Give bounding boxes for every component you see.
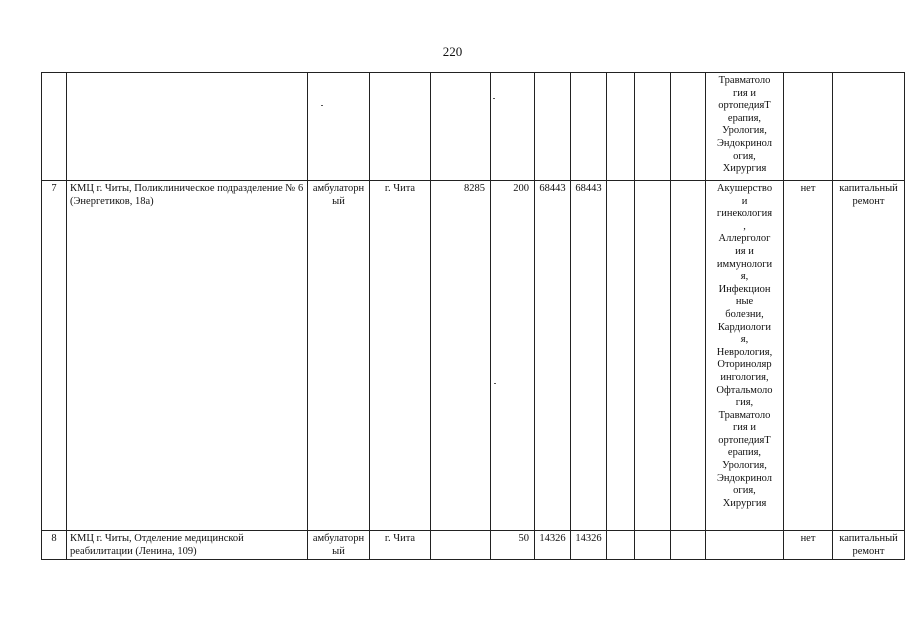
specialty-line: Инфекцион [718,283,771,295]
specialty-line: гинекология [716,208,773,220]
cell-care-type: амбулаторный [308,531,370,560]
cell-col-9 [607,181,635,531]
specialty-line: ерапия, [727,447,762,459]
cell-amount-2: 14326 [571,531,607,560]
cell-specialties [706,531,784,560]
cell-amount-1 [535,73,571,181]
cell-capacity: 200 [491,181,535,531]
cell-capacity: 50 [491,531,535,560]
specialty-line: , [743,220,746,232]
cell-col-11 [671,181,706,531]
cell-city [370,73,431,181]
cell-col-11 [671,531,706,560]
specialty-line: Оториноляр [717,359,772,371]
cell-city: г. Чита [370,531,431,560]
cell-col-11 [671,73,706,181]
page-number: 220 [442,44,463,59]
specialty-line: гия и [733,87,756,99]
specialty-line: Урология, [722,125,767,137]
cell-area: 8285 [431,181,491,531]
cell-number: 7 [42,181,67,531]
scan-speck [494,383,496,384]
cell-city: г. Чита [370,181,431,531]
table-row [42,73,905,181]
cell-amount-1: 14326 [535,531,571,560]
specialty-line: гия и [733,422,756,434]
specialty-line: ерапия, [727,112,762,124]
cell-work-type: капитальный ремонт [833,531,905,560]
specialty-line: ортопедияТ [718,100,771,112]
specialty-line: Кардиологи [717,321,772,333]
specialty-line: я, [740,334,749,346]
cell-col-9 [607,73,635,181]
cell-number: 8 [42,531,67,560]
cell-col-10 [635,73,671,181]
cell-work-type: капитальный ремонт [833,181,905,531]
cell-institution-name [67,73,308,181]
specialty-line: Аллерголог [718,233,771,245]
cell-col-10 [635,181,671,531]
cell-care-type [308,73,370,181]
specialty-line: гия, [735,397,754,409]
facilities-table [41,72,905,560]
scan-speck [321,105,323,106]
specialty-line: Травматоло [718,409,771,421]
specialty-line: ия и [735,245,754,257]
cell-amount-1: 68443 [535,181,571,531]
cell-flag: нет [784,181,833,531]
cell-number [42,73,67,181]
specialty-line: я, [740,271,749,283]
cell-amount-2: 68443 [571,181,607,531]
specialty-line: Эндокринол [716,137,773,149]
specialty-line: иммунологи [716,258,773,270]
specialty-line: Эндокринол [716,472,773,484]
specialty-line: болезни, [725,308,764,320]
cell-specialties [706,73,784,181]
cell-institution-name: КМЦ г. Читы, Отделение медицинской реабилитации (Ленина, 109) [67,531,308,560]
specialty-line: и [741,195,748,207]
table-row [42,531,905,560]
cell-amount-2 [571,73,607,181]
cell-capacity [491,73,535,181]
cell-care-type: амбулаторный [308,181,370,531]
cell-area [431,73,491,181]
cell-flag: нет [784,531,833,560]
specialty-line: огия, [733,485,756,497]
cell-area [431,531,491,560]
cell-institution-name: КМЦ г. Читы, Поликлиническое подразделение № 6 (Энергетиков, 18а) [67,181,308,531]
cell-col-9 [607,531,635,560]
specialty-line: Хирургия [722,497,767,509]
specialty-line: Урология, [722,460,767,472]
cell-flag [784,73,833,181]
scan-speck [493,98,495,99]
specialty-line: ные [735,296,754,308]
specialty-line: ингология, [720,371,769,383]
specialty-line: Офтальмоло [716,384,773,396]
specialty-line: ортопедияТ [718,434,771,446]
specialty-line: Акушерство [716,183,773,194]
table-row [42,181,905,531]
cell-work-type [833,73,905,181]
specialty-line: огия, [733,150,756,162]
specialty-line: Неврология, [716,346,773,358]
cell-col-10 [635,531,671,560]
specialty-line: Травматоло [718,75,771,86]
specialty-line: Хирургия [722,163,767,175]
cell-specialties [706,181,784,531]
